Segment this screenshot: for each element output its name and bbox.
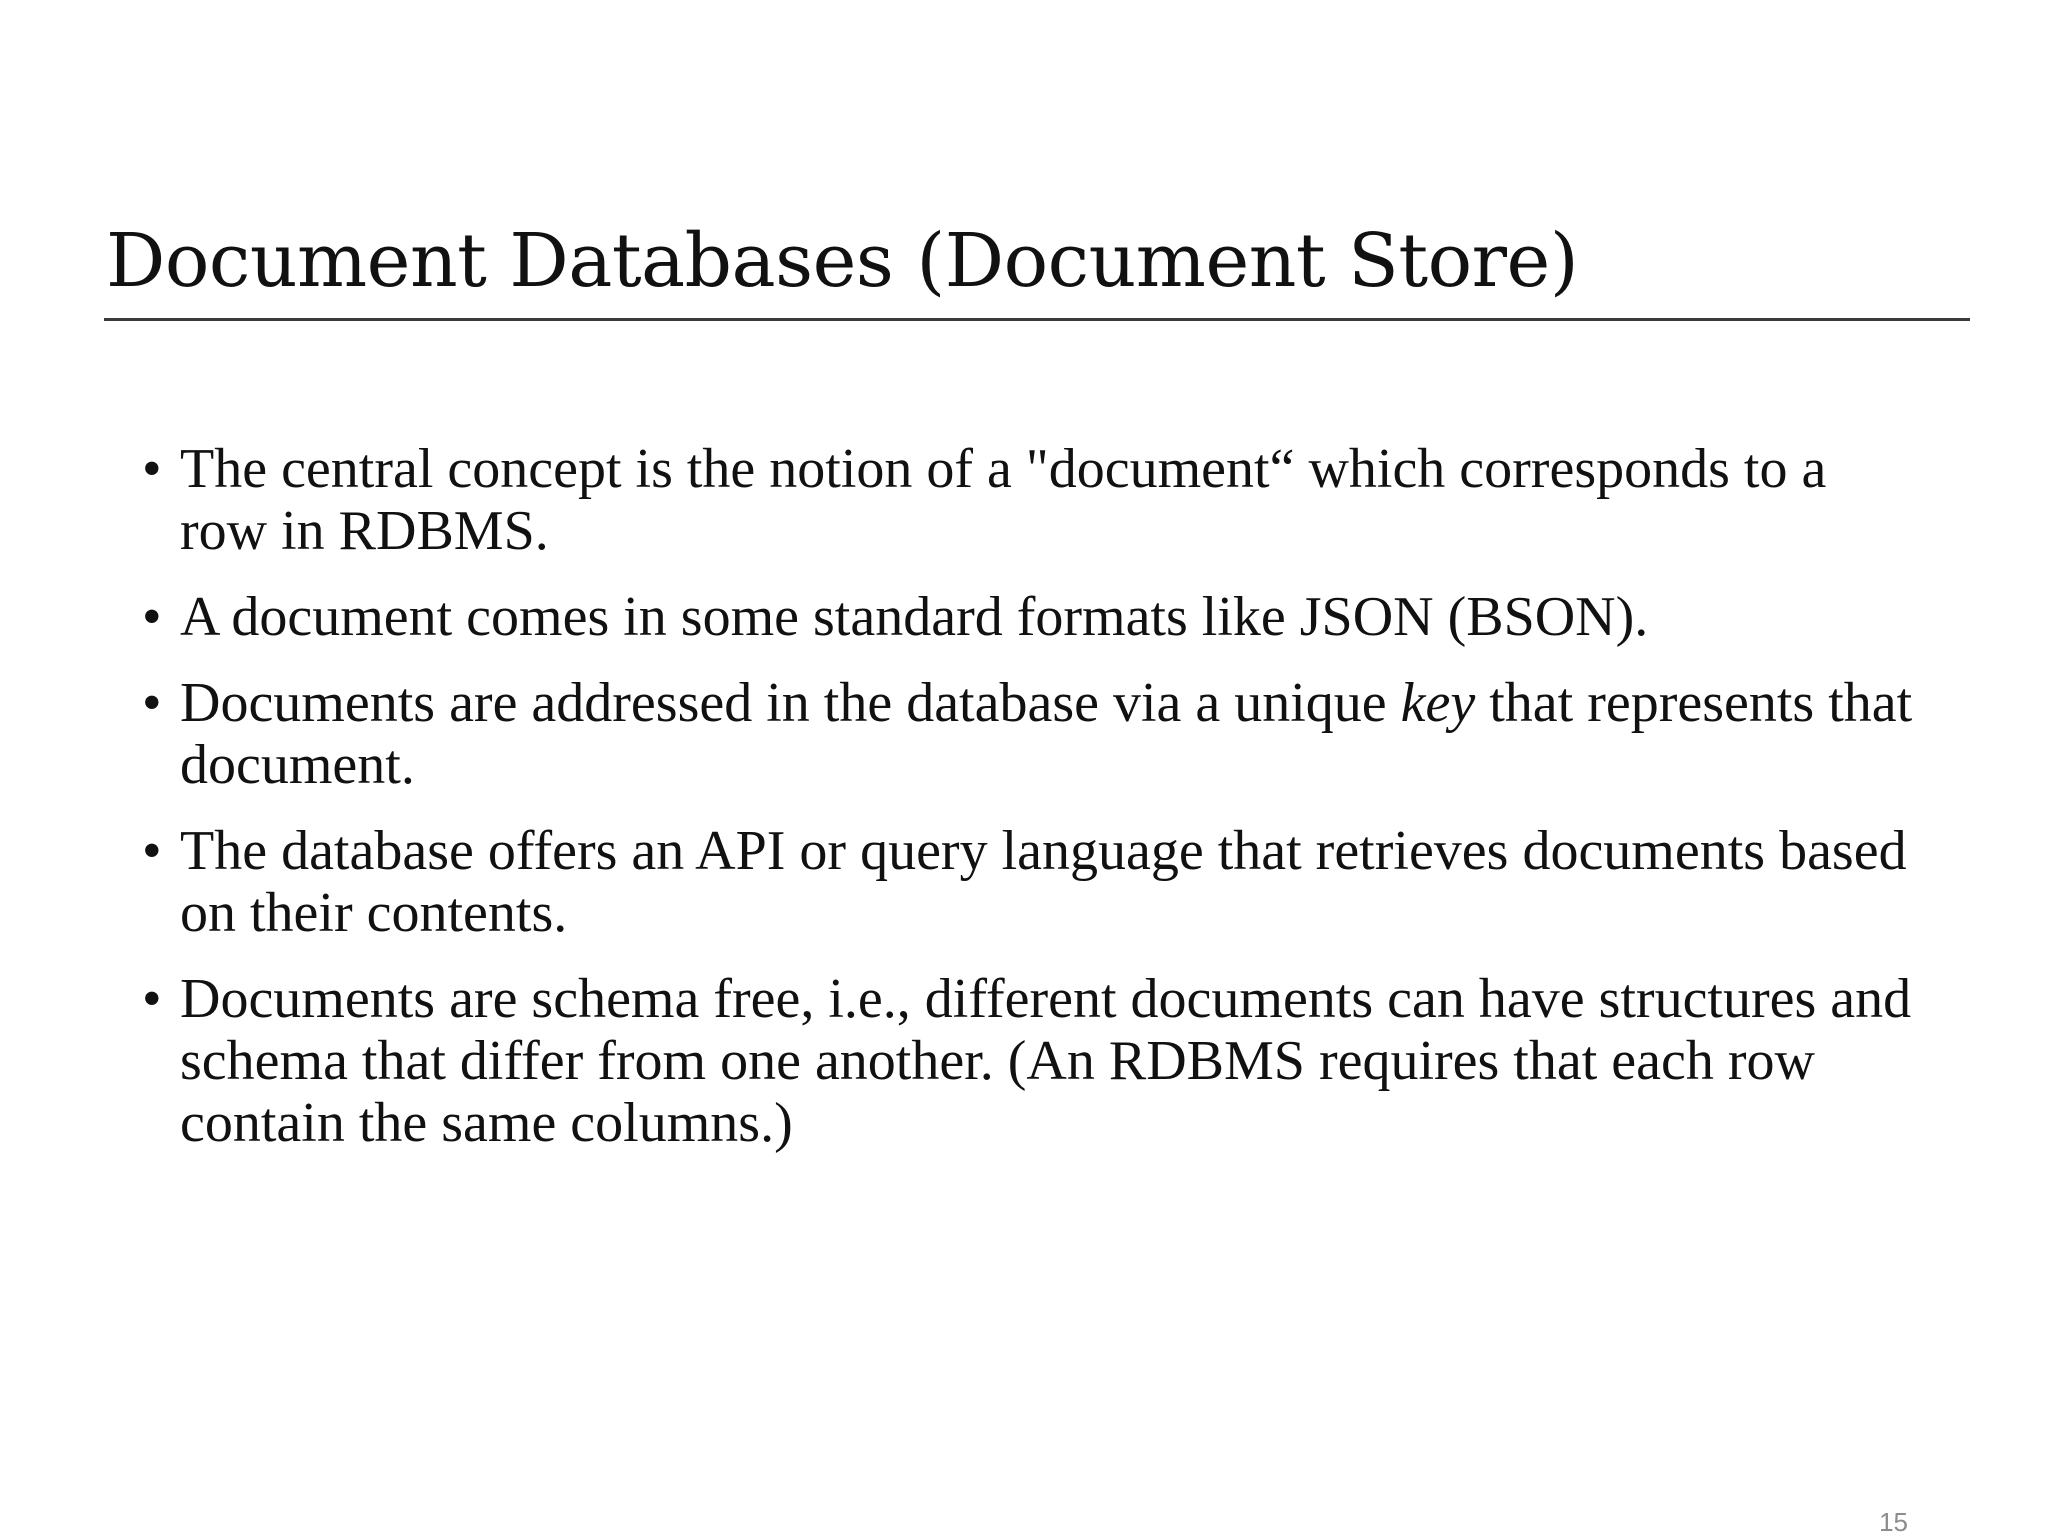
bullet-list: [142, 438, 1922, 1178]
page-number: 15: [1879, 1507, 1908, 1537]
title-divider: [104, 318, 1970, 321]
bullet-text-part: that represents that document.: [180, 672, 1913, 796]
bullet-text: The central concept is the notion of a "document“ which corresponds to a row in RDBMS.: [180, 438, 1827, 562]
bullet-item: [142, 586, 1922, 648]
bullet-item: [142, 672, 1922, 796]
bullet-dot-icon: •: [142, 438, 162, 500]
bullet-dot-icon: •: [142, 672, 162, 734]
bullet-dot-icon: •: [142, 586, 162, 648]
bullet-item: [142, 820, 1922, 944]
slide-title: Document Databases (Document Store): [106, 218, 1579, 304]
bullet-item: [142, 438, 1922, 562]
bullet-text: [180, 672, 1922, 796]
bullet-text: The database offers an API or query language that retrieves documents based on their contents.: [180, 820, 1907, 944]
key-term: key: [1400, 672, 1476, 734]
bullet-text-part: Documents are addressed in the database via a unique: [180, 672, 1401, 734]
bullet-item: [142, 968, 1922, 1154]
bullet-dot-icon: •: [142, 820, 162, 882]
bullet-text: A document comes in some standard formats like JSON (BSON).: [180, 586, 1649, 648]
bullet-text: Documents are schema free, i.e., different documents can have structures and schema that differ from one another. (An RDBMS requires that each row contain the same columns.): [180, 968, 1912, 1154]
bullet-dot-icon: •: [142, 968, 162, 1030]
